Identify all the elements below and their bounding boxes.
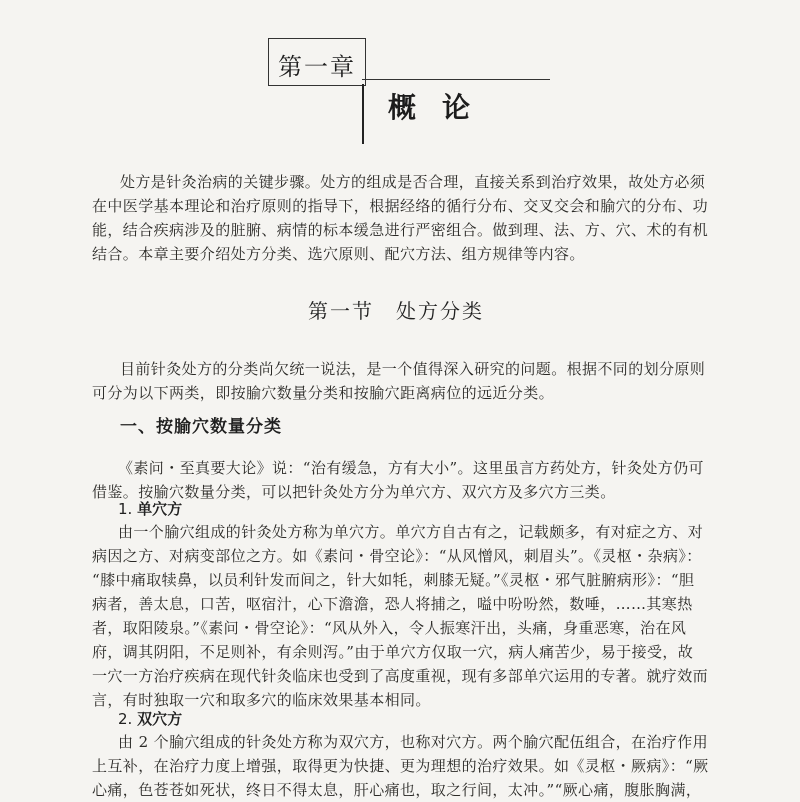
item1-paragraph <box>92 520 709 712</box>
intro-line: 结合。本章主要介绍处方分类、选穴原则、配穴方法、组方规律等内容。 <box>92 245 585 263</box>
item1-number: 1. <box>118 500 133 518</box>
section-title: 第一节 处方分类 <box>308 299 484 323</box>
item2-line: 心痛，色苍苍如死状，终日不得太息，肝心痛也，取之行间，太冲。”“厥心痛，腹胀胸满， <box>92 781 702 799</box>
item1-line: 病因之方、对病变部位之方。如《素问・骨空论》：“从风憎风，刺眉头”。《灵枢・杂病》： <box>92 547 702 565</box>
item2-paragraph <box>92 730 709 802</box>
intro-line: 能，结合疾病涉及的脏腑、病情的标本缓急进行严密组合。做到理、法、方、穴、术的有机 <box>92 221 709 239</box>
subsection-intro-line: 借鉴。按腧穴数量分类，可以把针灸处方分为单穴方、双穴方及多穴方三类。 <box>92 483 616 501</box>
chapter-rule-vertical <box>362 84 364 144</box>
item1-title: 单穴方 <box>137 500 183 518</box>
chapter-number-box <box>268 38 366 86</box>
section-intro-paragraph <box>92 357 706 405</box>
intro-line: 在中医学基本理论和治疗原则的指导下，根据经络的循行分布、交叉交会和腧穴的分布、功 <box>92 197 709 215</box>
item1-line: 一穴一方治疗疾病在现代针灸临床也受到了高度重视，现有多部单穴运用的专著。就疗效而 <box>92 667 709 685</box>
item2-title: 双穴方 <box>137 710 183 728</box>
item2-heading <box>118 708 182 729</box>
chapter-rule-horizontal <box>362 79 550 80</box>
item2-line: 由 2 个腧穴组成的针灸处方称为双穴方，也称对穴方。两个腧穴配伍组合，在治疗作用 <box>118 733 709 751</box>
item1-line: “膝中痛取犊鼻，以员利针发而间之，针大如牦，刺膝无疑。”《灵枢・邪气脏腑病形》：“胆 <box>92 571 695 589</box>
subsection-intro-paragraph <box>92 456 704 504</box>
item1-line: 者，取阳陵泉。”《素问・骨空论》：“风从外入，令人振寒汗出，头痛，身重恶寒，治在风 <box>92 619 687 637</box>
section-intro-line: 目前针灸处方的分类尚欠统一说法，是一个值得深入研究的问题。根据不同的划分原则 <box>120 360 706 378</box>
item1-line: 病者，善太息，口苦，呕宿汁，心下澹澹，恐人将捕之，嗌中吩吩然，数唾，……其寒热 <box>92 595 693 613</box>
item2-line: 上互补，在治疗力度上增强，取得更为快捷、更为理想的治疗效果。如《灵枢・厥病》：“厥 <box>92 757 709 775</box>
chapter-number: 第一章 <box>278 53 356 81</box>
item1-line: 言，有时独取一穴和取多穴的临床效果基本相同。 <box>92 691 431 709</box>
section-intro-line: 可分为以下两类，即按腧穴数量分类和按腧穴距离病位的远近分类。 <box>92 384 555 402</box>
intro-line: 处方是针灸治病的关键步骤。处方的组成是否合理，直接关系到治疗效果，故处方必须 <box>120 173 706 191</box>
subsection-title: 一、按腧穴数量分类 <box>120 417 282 437</box>
item2-number: 2. <box>118 710 133 728</box>
subsection-intro-line: 《素问・至真要大论》说：“治有缓急，方有大小”。这里虽言方药处方，针灸处方仍可 <box>118 459 704 477</box>
item1-line: 府，调其阴阳，不足则补，有余则泻。”由于单穴方仅取一穴，病人痛苦少，易于接受，故 <box>92 643 694 661</box>
intro-paragraph <box>92 170 709 266</box>
item1-line: 由一个腧穴组成的针灸处方称为单穴方。单穴方自古有之，记载颇多，有对症之方、对 <box>118 523 704 541</box>
chapter-title: 概论 <box>388 91 497 124</box>
item1-heading <box>118 498 182 519</box>
